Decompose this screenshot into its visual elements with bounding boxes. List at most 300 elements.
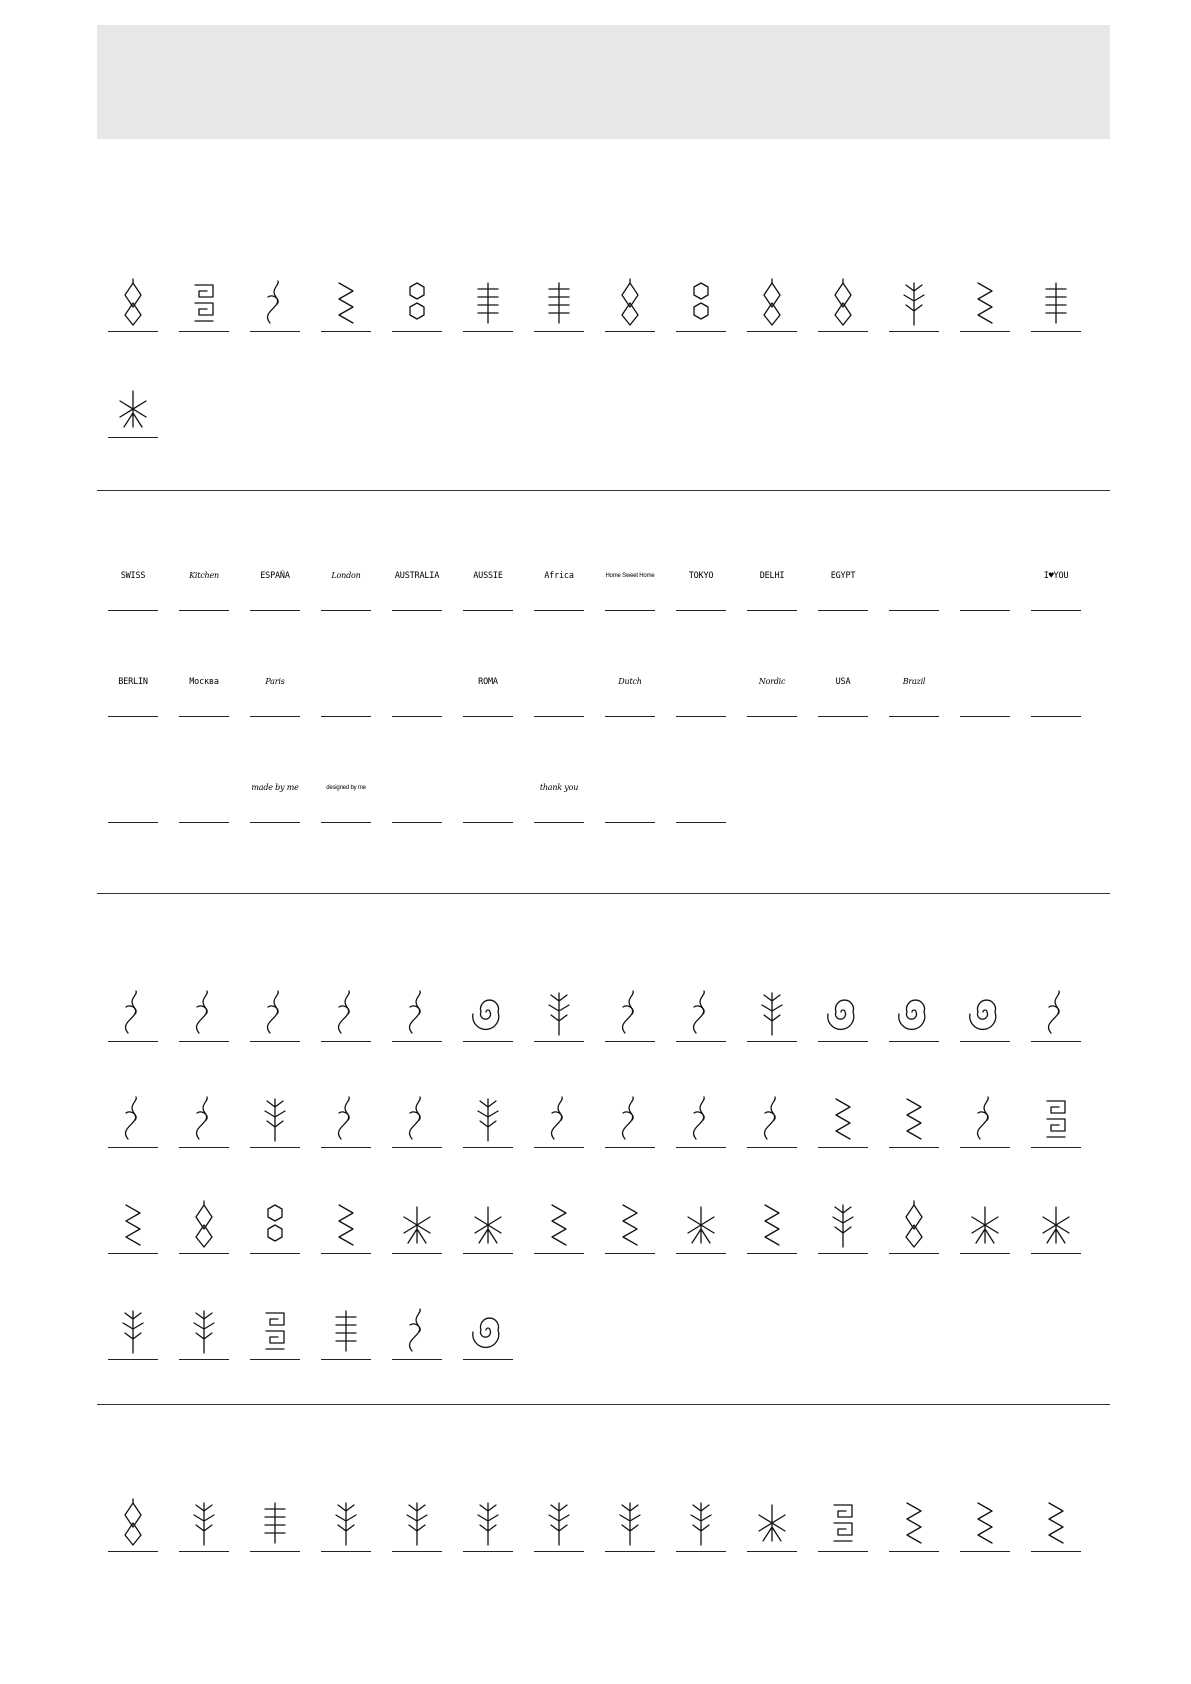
lettering-stitch[interactable] [534,556,584,612]
stitch-underline [250,331,300,332]
stitch-underline [605,1253,655,1254]
stitch-underline [463,1359,513,1360]
fern-branch-icon [889,277,939,327]
step-zigzag-icon [889,1093,939,1143]
fan-leaf-icon [250,1093,300,1143]
stitch-pattern[interactable] [321,1093,371,1149]
stitch-underline [889,610,939,611]
petal-column-icon [676,1497,726,1547]
stitch-pattern[interactable] [179,1093,229,1149]
stitch-underline [534,822,584,823]
stitch-pattern[interactable] [960,1497,1010,1553]
stitch-pattern[interactable] [108,1199,158,1255]
lettering-stitch[interactable] [250,662,300,718]
stitch-pattern[interactable] [605,1093,655,1149]
section-divider [97,490,1110,491]
diamond-lattice-icon [747,277,797,327]
stitch-underline [463,716,513,717]
stitch-underline [392,822,442,823]
stitch-underline [250,716,300,717]
lettering-stitch[interactable] [889,662,939,718]
greek-key-icon [1031,1093,1081,1143]
stitch-pattern[interactable] [321,1497,371,1553]
lettering-stitch[interactable] [250,768,300,824]
leaf-pair-icon [463,1093,513,1143]
stitch-underline [250,822,300,823]
stitch-pattern[interactable] [818,1093,868,1149]
stitch-underline [676,610,726,611]
lettering-stitch-label: ESPAÑA [260,571,290,581]
ginkgo-leaf-icon [605,1497,655,1547]
stitch-underline [463,822,513,823]
lettering-stitch[interactable] [676,556,726,612]
cross-ladder-icon [108,383,158,433]
stitch-underline [250,610,300,611]
stitch-pattern[interactable] [463,1497,513,1553]
loop-vine-icon [179,987,229,1037]
square-chain-icon [179,277,229,327]
lettering-stitch[interactable] [321,556,371,612]
sparkle-star-icon [392,1199,442,1249]
lettering-stitch[interactable] [108,662,158,718]
stitch-pattern[interactable] [1031,1093,1081,1149]
triangle-band-icon [321,277,371,327]
lettering-stitch[interactable] [960,662,1010,718]
half-circle-small-icon [108,1093,158,1143]
lettering-stitch-label: Brazil [902,677,926,686]
stitch-pattern[interactable] [676,987,726,1043]
stitch-pattern[interactable] [179,1199,229,1255]
lettering-stitch[interactable] [605,662,655,718]
stitch-underline [1031,1041,1081,1042]
stitch-pattern[interactable] [960,1093,1010,1149]
large-spiral-icon [889,987,939,1037]
stitch-pattern[interactable] [889,1497,939,1553]
stitch-pattern[interactable] [250,1497,300,1553]
stitch-pattern[interactable] [179,987,229,1043]
stitch-pattern[interactable] [392,987,442,1043]
double-curl-icon [392,1093,442,1143]
lettering-stitch[interactable] [605,556,655,612]
stitch-underline [179,1551,229,1552]
stitch-underline [179,1147,229,1148]
stitch-underline [960,610,1010,611]
stitch-underline [108,1253,158,1254]
stitch-underline [960,1147,1010,1148]
stitch-underline [534,331,584,332]
flower-stem-icon [108,1305,158,1355]
heart-curl-icon [605,987,655,1037]
lettering-stitch[interactable] [1031,662,1081,718]
lettering-stitch-label: Paris [265,677,285,686]
lettering-stitch[interactable] [747,662,797,718]
stitch-underline [108,1551,158,1552]
stitch-pattern[interactable] [392,1199,442,1255]
stitch-pattern[interactable] [747,277,797,333]
lightning-zigzag-icon [321,1199,371,1249]
nested-triangles-icon [108,1199,158,1249]
stitch-underline [605,1147,655,1148]
lettering-stitch[interactable] [392,768,442,824]
stitch-pattern[interactable] [960,987,1010,1043]
stitch-underline [605,610,655,611]
diamond-chain-icon [108,277,158,327]
stitch-underline [747,1147,797,1148]
stitch-underline [321,610,371,611]
stitch-pattern[interactable] [1031,987,1081,1043]
stitch-underline [960,331,1010,332]
stitch-pattern[interactable] [321,1199,371,1255]
lettering-stitch-label: TOKYO [688,571,714,581]
stitch-underline [818,1041,868,1042]
filled-diamond-band-icon [605,277,655,327]
stitch-pattern[interactable] [747,1093,797,1149]
flower-cluster-icon [534,987,584,1037]
stitch-pattern[interactable] [463,987,513,1043]
berry-sprig-icon [392,1497,442,1547]
stitch-underline [889,1041,939,1042]
stitch-pattern[interactable] [1031,277,1081,333]
stitch-underline [463,1253,513,1254]
stitch-underline [747,331,797,332]
stitch-pattern[interactable] [179,1497,229,1553]
cross-zigzag-icon [534,1199,584,1249]
stitch-underline [179,610,229,611]
stitch-underline [534,610,584,611]
square-spiral-icon [818,1497,868,1547]
stitch-pattern[interactable] [463,1093,513,1149]
lettering-stitch-label: Dutch [618,677,642,686]
stitch-underline [392,1551,442,1552]
lettering-stitch[interactable] [179,662,229,718]
stitch-underline [605,716,655,717]
lettering-stitch[interactable] [676,768,726,824]
stitch-pattern[interactable] [463,1305,513,1361]
stitch-underline [676,1041,726,1042]
lettering-stitch[interactable] [534,662,584,718]
feather-icon [179,1497,229,1547]
stitch-underline [889,1147,939,1148]
stitch-underline [534,1147,584,1148]
stitch-pattern[interactable] [889,1199,939,1255]
stitch-underline [747,610,797,611]
stitch-underline [676,1147,726,1148]
lettering-stitch-label: thank you [539,783,579,792]
stitch-underline [250,1147,300,1148]
lettering-stitch[interactable] [534,768,584,824]
stitch-pattern[interactable] [392,1497,442,1553]
stitch-underline [1031,331,1081,332]
heart-chain-icon [534,1093,584,1143]
stitch-pattern[interactable] [108,987,158,1043]
stitch-pattern[interactable] [747,987,797,1043]
stitch-pattern[interactable] [463,1199,513,1255]
stitch-underline [392,610,442,611]
stitch-pattern[interactable] [108,1093,158,1149]
lettering-stitch[interactable] [250,556,300,612]
stitch-pattern[interactable] [321,1305,371,1361]
stitch-pattern[interactable] [392,1093,442,1149]
stitch-underline [108,1147,158,1148]
herringbone-icon [960,277,1010,327]
stitch-pattern[interactable] [392,1305,442,1361]
ray-angles-icon [747,1199,797,1249]
stitch-underline [392,716,442,717]
stitch-pattern[interactable] [250,1305,300,1361]
comb-lines-icon [1031,277,1081,327]
stitch-underline [108,1359,158,1360]
stitch-underline [463,331,513,332]
jagged-edge-icon [1031,1497,1081,1547]
stitch-underline [250,1359,300,1360]
arrow-feather-icon [818,1199,868,1249]
stitch-pattern[interactable] [250,987,300,1043]
ginkgo-icon [747,987,797,1037]
stitch-pattern[interactable] [747,1497,797,1553]
lettering-stitch-label: Kitchen [189,571,219,580]
stacked-loops-icon [321,987,371,1037]
stitch-underline [1031,610,1081,611]
lettering-stitch[interactable] [463,556,513,612]
stitch-underline [676,716,726,717]
stitch-underline [108,716,158,717]
lettering-stitch[interactable] [676,662,726,718]
stitch-pattern[interactable] [534,277,584,333]
stitch-pattern[interactable] [179,277,229,333]
stitch-underline [179,1359,229,1360]
fan-stem-icon [179,1305,229,1355]
stitch-underline [250,1551,300,1552]
half-circle-icon [179,1093,229,1143]
stitch-pattern[interactable] [179,1305,229,1361]
stitch-underline [108,437,158,438]
stitch-underline [605,1551,655,1552]
lettering-stitch[interactable] [960,556,1010,612]
lettering-stitch-label: AUSSIE [473,571,503,581]
lettering-stitch[interactable] [605,768,655,824]
s-curve-icon [1031,987,1081,1037]
stitch-pattern[interactable] [889,987,939,1043]
stitch-pattern[interactable] [889,277,939,333]
stitch-underline [747,716,797,717]
stitch-underline [250,1041,300,1042]
stitch-pattern[interactable] [676,1199,726,1255]
stitch-pattern[interactable] [960,1199,1010,1255]
stitch-underline [179,1041,229,1042]
stitch-underline [747,1253,797,1254]
stitch-pattern[interactable] [676,277,726,333]
lettering-stitch[interactable] [889,556,939,612]
stitch-underline [321,1041,371,1042]
stitch-pattern[interactable] [818,1497,868,1553]
stitch-pattern[interactable] [108,277,158,333]
lettering-stitch[interactable] [463,768,513,824]
stitch-underline [463,1551,513,1552]
stitch-underline [818,331,868,332]
lettering-stitch-label: ROMA [478,677,498,687]
stitch-underline [321,822,371,823]
stitch-pattern[interactable] [747,1199,797,1255]
stitch-pattern[interactable] [605,277,655,333]
ornate-medallion-icon [108,1497,158,1547]
stitch-underline [960,1253,1010,1254]
lettering-stitch-label: Home Sweet Home [605,573,655,579]
stitch-pattern[interactable] [534,987,584,1043]
stitch-pattern[interactable] [818,987,868,1043]
stitch-underline [605,822,655,823]
stitch-underline [1031,716,1081,717]
stitch-pattern[interactable] [534,1199,584,1255]
stitch-pattern[interactable] [534,1093,584,1149]
stitch-pattern[interactable] [1031,1497,1081,1553]
small-spiral-icon [818,987,868,1037]
lettering-stitch[interactable] [321,768,371,824]
stitch-underline [463,1041,513,1042]
arrow-curve-icon [605,1093,655,1143]
stitch-pattern[interactable] [321,987,371,1043]
stitch-pattern[interactable] [392,277,442,333]
tent-branch-icon [463,1199,513,1249]
stitch-pattern[interactable] [818,277,868,333]
stitch-underline [605,1041,655,1042]
stitch-underline [534,716,584,717]
coil-stack-icon [463,987,513,1037]
stitch-underline [1031,1253,1081,1254]
stitch-pattern[interactable] [605,987,655,1043]
stitch-pattern[interactable] [321,277,371,333]
stitch-pattern[interactable] [108,1305,158,1361]
stitch-underline [747,1041,797,1042]
stitch-underline [321,1551,371,1552]
stitch-pattern[interactable] [605,1199,655,1255]
double-loop-icon [250,987,300,1037]
lettering-stitch-label: EGYPT [830,571,856,581]
lettering-stitch-label: I♥YOU [1043,571,1069,581]
diamond-x-icon [889,1199,939,1249]
lettering-stitch[interactable] [392,662,442,718]
stitch-underline [889,716,939,717]
stitch-underline [392,1359,442,1360]
wave-fill-icon [392,1305,442,1355]
stitch-pattern[interactable] [250,1093,300,1149]
stitch-pattern[interactable] [108,383,158,439]
stitch-pattern[interactable] [1031,1199,1081,1255]
bird-icon [250,1497,300,1547]
stitch-underline [534,1253,584,1254]
stitch-pattern[interactable] [676,1093,726,1149]
lettering-stitch-label: made by me [251,783,299,792]
lettering-stitch[interactable] [747,556,797,612]
stitch-underline [676,1551,726,1552]
dot-wave-icon [250,277,300,327]
stitch-pattern[interactable] [960,277,1010,333]
stitch-underline [605,331,655,332]
meander-fill-icon [250,1305,300,1355]
stitch-underline [179,822,229,823]
tail-spiral-icon [960,987,1010,1037]
swirl-fill-icon [463,1305,513,1355]
tulip-curl-icon [108,987,158,1037]
stitch-underline [463,1147,513,1148]
section-divider [97,893,1110,894]
scallop-column-icon [534,1497,584,1547]
stitch-underline [179,331,229,332]
stitch-pattern[interactable] [463,277,513,333]
stitch-underline [321,716,371,717]
stitch-pattern[interactable] [250,277,300,333]
stitch-pattern[interactable] [250,1199,300,1255]
stitch-underline [392,331,442,332]
stitch-underline [534,1041,584,1042]
stitch-underline [889,331,939,332]
stitch-underline [960,1041,1010,1042]
stitch-underline [108,822,158,823]
lettering-stitch[interactable] [392,556,442,612]
lettering-stitch[interactable] [463,662,513,718]
stitch-underline [108,331,158,332]
lettering-stitch-label: AUSTRALIA [394,571,440,581]
lettering-stitch[interactable] [108,556,158,612]
hexagon-molecule-icon [250,1199,300,1249]
zigzag-arrow-icon [960,1497,1010,1547]
stitch-underline [250,1253,300,1254]
honeycomb-icon [676,277,726,327]
hatched-hexagon-icon [392,277,442,327]
lettering-stitch[interactable] [321,662,371,718]
stitch-pattern[interactable] [676,1497,726,1553]
spark-spray-icon [1031,1199,1081,1249]
lettering-stitch[interactable] [179,768,229,824]
firework-icon [960,1199,1010,1249]
section-divider [97,1404,1110,1405]
stitch-underline [392,1253,442,1254]
lettering-stitch-label: SWISS [120,571,146,581]
stitch-underline [108,610,158,611]
stitch-underline [960,716,1010,717]
lettering-stitch-label: Москва [189,677,219,687]
stitch-underline [463,610,513,611]
header-band [97,25,1110,139]
lettering-stitch[interactable] [108,768,158,824]
stitch-underline [321,1359,371,1360]
stitch-underline [108,1041,158,1042]
stitch-underline [818,1551,868,1552]
diamond-pair-icon [179,1199,229,1249]
floral-column-icon [534,277,584,327]
lettering-stitch[interactable] [179,556,229,612]
stitch-underline [392,1147,442,1148]
lettering-stitch[interactable] [818,556,868,612]
stitch-pattern[interactable] [534,1497,584,1553]
stitch-underline [676,822,726,823]
heart-loop-icon [676,987,726,1037]
stitch-underline [321,1147,371,1148]
staircase-icon [818,1093,868,1143]
lettering-stitch[interactable] [1031,556,1081,612]
stitch-pattern[interactable] [889,1093,939,1149]
stitch-underline [321,1253,371,1254]
dense-braid-icon [463,277,513,327]
chevron-arrow-icon [889,1497,939,1547]
fan-arch-icon [321,1497,371,1547]
stitch-pattern[interactable] [605,1497,655,1553]
stitch-pattern[interactable] [108,1497,158,1553]
stitch-underline [321,331,371,332]
stitch-pattern[interactable] [818,1199,868,1255]
stitch-underline [889,1551,939,1552]
angle-lines-icon [605,1199,655,1249]
lettering-stitch[interactable] [818,662,868,718]
